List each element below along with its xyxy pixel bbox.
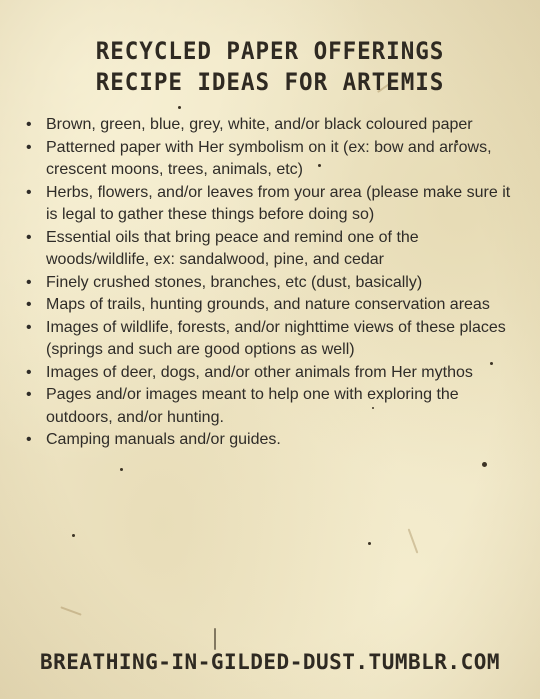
bullet-icon: • <box>26 318 32 336</box>
list-item <box>24 429 524 452</box>
list-item-text: Pages and/or images meant to help one with exploring the outdoors, and/or hunting. <box>46 386 459 426</box>
bullet-icon: • <box>26 138 32 156</box>
list-item-text: Finely crushed stones, branches, etc (dust, basically) <box>46 273 423 291</box>
title-line-1: RECYCLED PAPER OFFERINGS <box>95 37 445 65</box>
list-item-text: Images of deer, dogs, and/or other animals from Her mythos <box>46 363 473 381</box>
bullet-icon: • <box>26 386 32 403</box>
list-item <box>24 227 524 272</box>
paper-fiber <box>408 528 419 553</box>
list-item-text: Maps of trails, hunting grounds, and nature conservation areas <box>46 296 490 313</box>
list-item <box>24 317 524 362</box>
paper-speck <box>72 534 75 537</box>
paper-fiber <box>214 628 216 650</box>
bullet-icon: • <box>26 363 32 381</box>
footer-credit: BREATHING-IN-GILDED-DUST.TUMBLR.COM <box>39 650 500 674</box>
paper-speck <box>482 462 487 467</box>
bullet-icon: • <box>26 228 32 246</box>
list-item <box>24 294 524 317</box>
list-item <box>24 272 524 295</box>
list-item-text: Patterned paper with Her symbolism on it (ex: bow and arrows, crescent moons, trees, animals, etc) <box>46 138 492 178</box>
list-item <box>24 182 524 227</box>
list-item-text: Herbs, flowers, and/or leaves from your area (please make sure it is legal to gather these things before doing so) <box>46 183 511 223</box>
bullet-icon: • <box>26 273 32 291</box>
paper-speck <box>120 468 123 471</box>
paper-speck <box>178 106 181 109</box>
bullet-icon: • <box>26 296 32 313</box>
list-item <box>24 384 524 429</box>
bullet-icon: • <box>26 116 32 133</box>
list-item <box>24 137 524 182</box>
page-title <box>16 36 524 98</box>
bullet-icon: • <box>26 183 32 201</box>
list-item <box>24 362 524 385</box>
list-item-text: Essential oils that bring peace and remind one of the woods/wildlife, ex: sandalwood, pine, and cedar <box>46 228 419 268</box>
title-line-2: RECIPE IDEAS FOR ARTEMIS <box>95 68 445 96</box>
paper-fiber <box>60 606 81 615</box>
paper-speck <box>368 542 371 545</box>
list-item-text: Brown, green, blue, grey, white, and/or black coloured paper <box>46 116 473 133</box>
list-item <box>24 114 524 137</box>
list-item-text: Camping manuals and/or guides. <box>46 431 281 448</box>
bullet-icon: • <box>26 431 32 448</box>
list-item-text: Images of wildlife, forests, and/or nighttime views of these places (springs and such are good options as well) <box>46 318 506 358</box>
offering-list <box>24 114 524 452</box>
